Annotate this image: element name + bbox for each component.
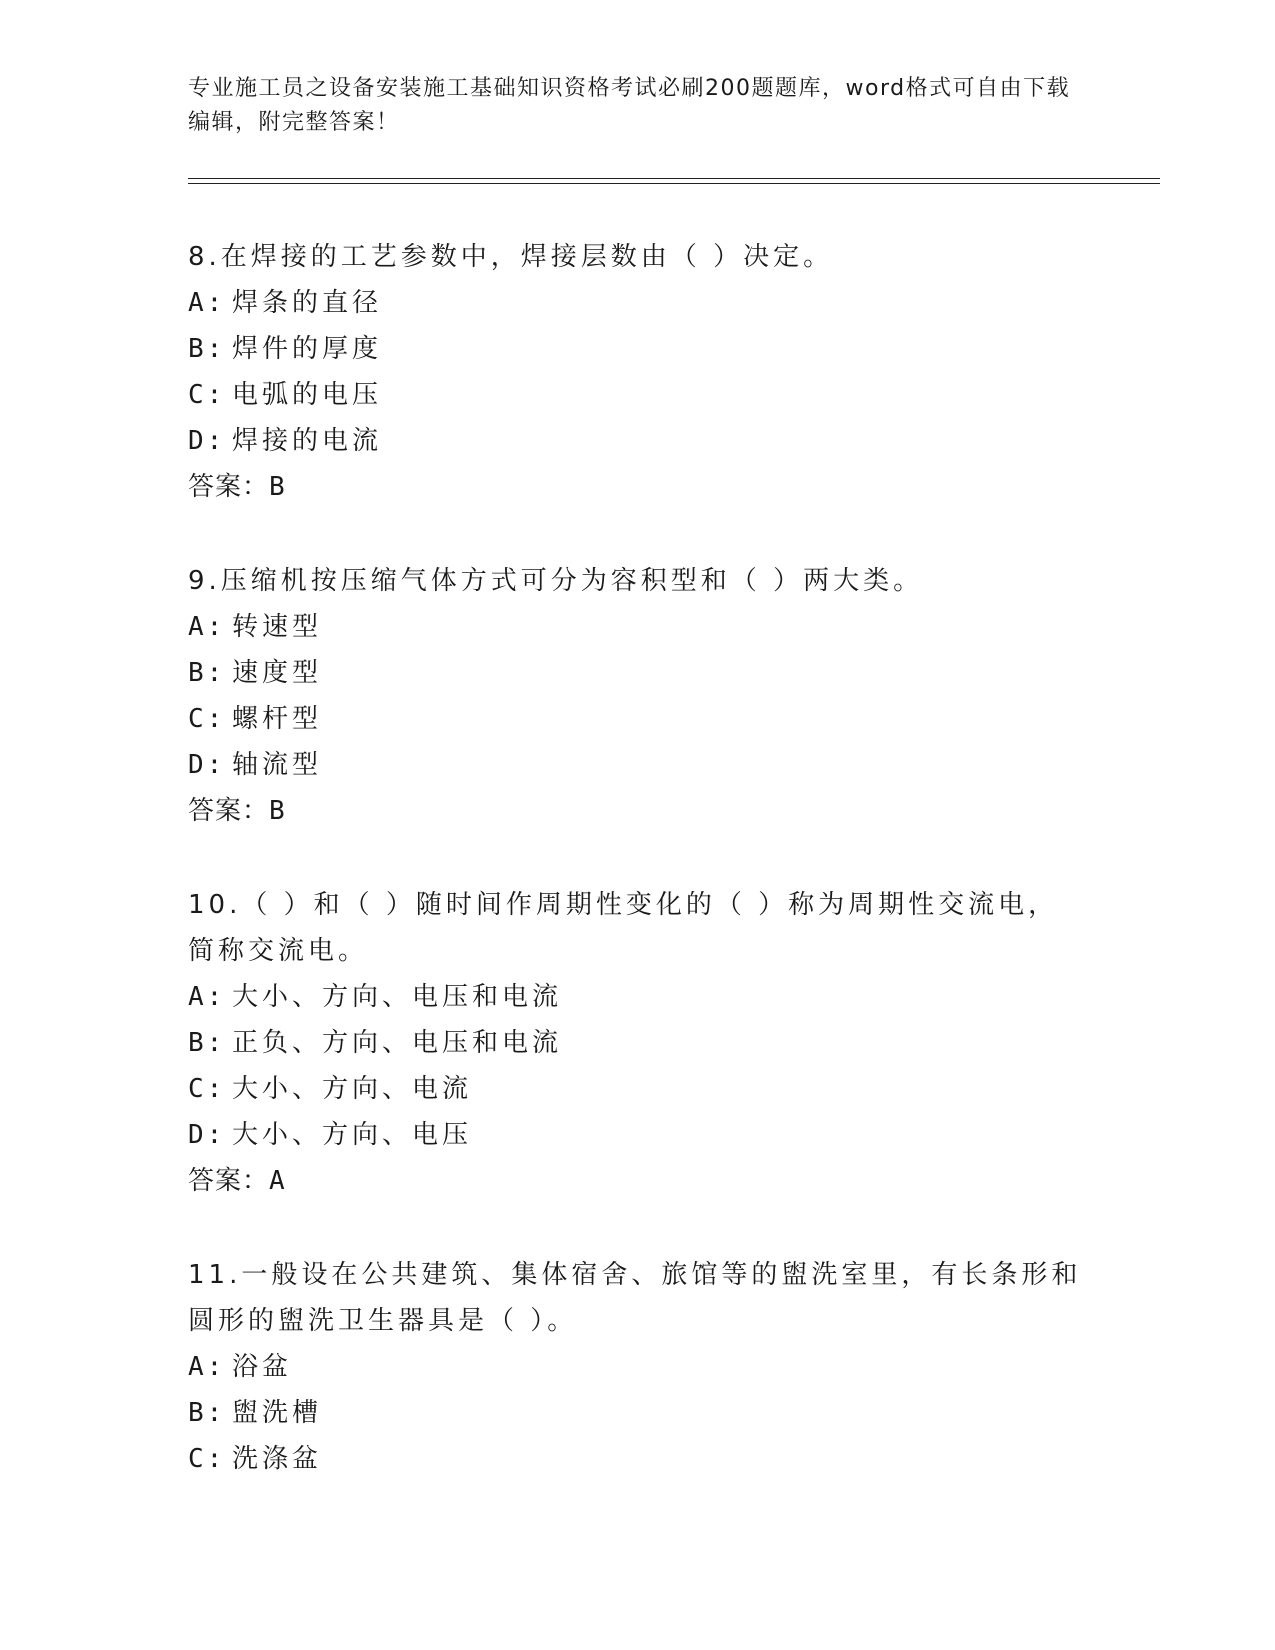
header-divider-top [188, 178, 1160, 179]
question-item [188, 1252, 1088, 1482]
option-key: B: [188, 658, 226, 688]
answer-label: 答案： [188, 796, 270, 826]
question-stem: 11.一般设在公共建筑、集体宿舍、旅馆等的盥洗室里，有长条形和圆形的盥洗卫生器具是（ ）。 [188, 1260, 1082, 1336]
answer-value: B [269, 472, 286, 502]
header-divider-bottom [188, 183, 1160, 184]
answer-line [188, 788, 1088, 834]
option-a [188, 604, 1088, 650]
option-key: B: [188, 1028, 226, 1058]
question-stem: 8.在焊接的工艺参数中，焊接层数由（ ）决定。 [188, 242, 834, 272]
option-key: C: [188, 1074, 226, 1104]
option-key: B: [188, 1398, 226, 1428]
option-text: 焊条的直径 [232, 288, 383, 318]
option-text: 转速型 [232, 612, 323, 642]
answer-label: 答案： [188, 472, 270, 502]
option-key: A: [188, 982, 226, 1012]
answer-value: A [269, 1166, 286, 1196]
option-d [188, 742, 1088, 788]
option-a [188, 1344, 1088, 1390]
answer-value: B [269, 796, 286, 826]
option-key: A: [188, 612, 226, 642]
document-header: 专业施工员之设备安装施工基础知识资格考试必刷200题题库，word格式可自由下载编辑，附完整答案！ [188, 76, 1071, 135]
option-text: 浴盆 [232, 1352, 293, 1382]
option-c [188, 696, 1088, 742]
question-item [188, 882, 1088, 1204]
option-d [188, 1112, 1088, 1158]
option-key: D: [188, 1120, 226, 1150]
option-key: A: [188, 288, 226, 318]
option-c [188, 1066, 1088, 1112]
option-key: D: [188, 750, 226, 780]
option-a [188, 974, 1088, 1020]
option-c [188, 372, 1088, 418]
option-text: 轴流型 [232, 750, 323, 780]
question-list [188, 234, 1088, 1482]
option-key: B: [188, 334, 226, 364]
answer-line [188, 1158, 1088, 1204]
option-key: A: [188, 1352, 226, 1382]
option-key: C: [188, 380, 226, 410]
option-b [188, 650, 1088, 696]
option-c [188, 1436, 1088, 1482]
question-item [188, 234, 1088, 510]
question-item [188, 558, 1088, 834]
option-text: 大小、方向、电压和电流 [232, 982, 563, 1012]
option-text: 螺杆型 [232, 704, 323, 734]
option-b [188, 326, 1088, 372]
option-text: 焊件的厚度 [232, 334, 383, 364]
option-text: 大小、方向、电流 [232, 1074, 473, 1104]
answer-line [188, 464, 1088, 510]
option-text: 电弧的电压 [232, 380, 383, 410]
option-a [188, 280, 1088, 326]
option-b [188, 1020, 1088, 1066]
option-text: 大小、方向、电压 [232, 1120, 473, 1150]
option-text: 盥洗槽 [232, 1398, 323, 1428]
option-key: C: [188, 704, 226, 734]
question-stem: 10.（ ）和（ ）随时间作周期性变化的（ ）称为周期性交流电，简称交流电。 [188, 890, 1059, 966]
option-key: C: [188, 1444, 226, 1474]
option-key: D: [188, 426, 226, 456]
option-d [188, 418, 1088, 464]
option-text: 正负、方向、电压和电流 [232, 1028, 563, 1058]
option-text: 焊接的电流 [232, 426, 383, 456]
answer-label: 答案： [188, 1166, 270, 1196]
option-b [188, 1390, 1088, 1436]
option-text: 洗涤盆 [232, 1444, 323, 1474]
question-stem: 9.压缩机按压缩气体方式可分为容积型和（ ）两大类。 [188, 566, 924, 596]
option-text: 速度型 [232, 658, 323, 688]
